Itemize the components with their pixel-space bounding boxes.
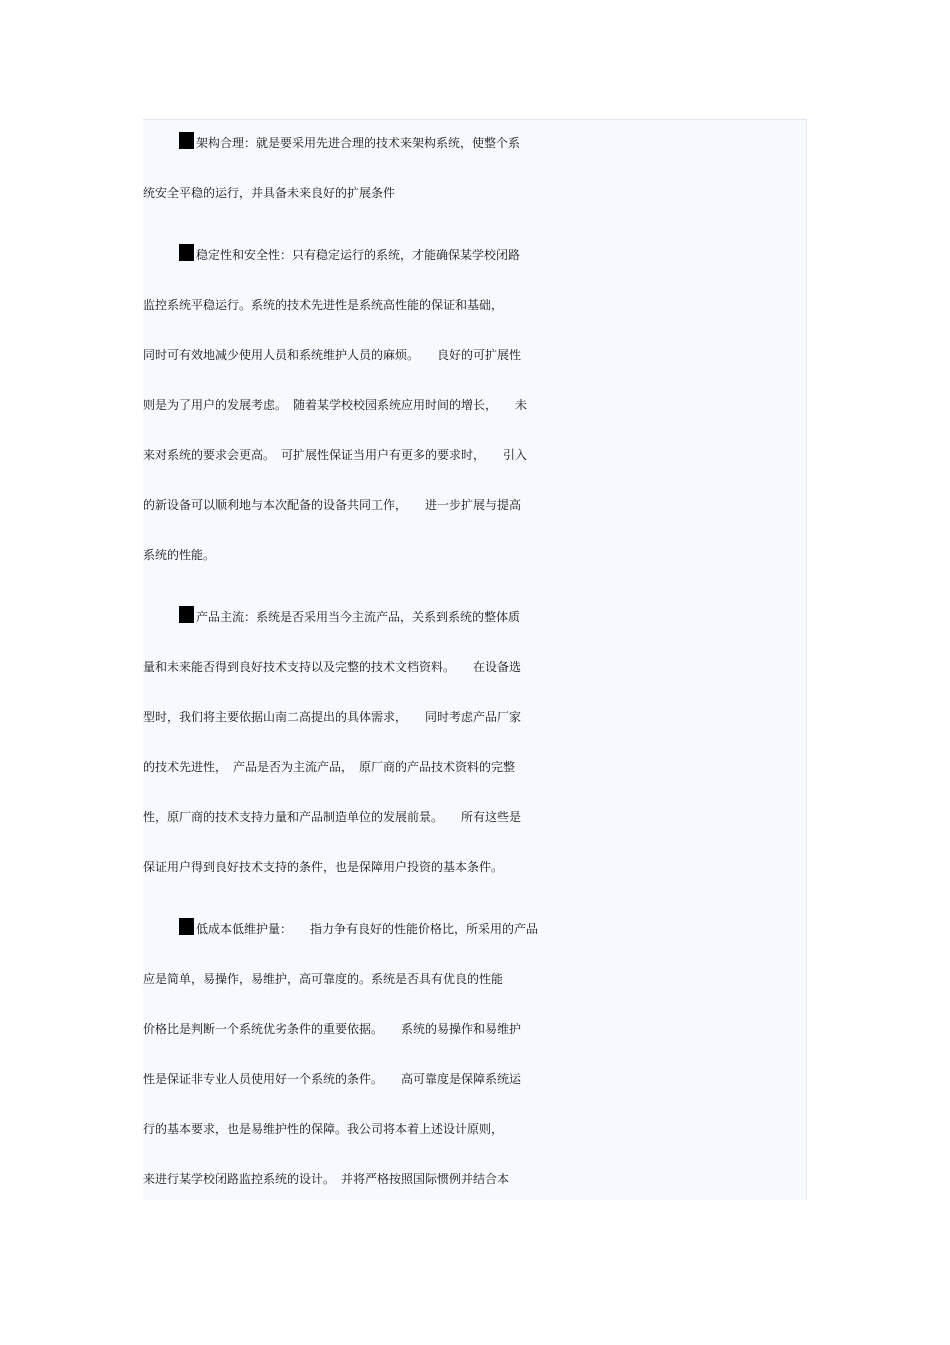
section-2-line-1 [143, 240, 806, 270]
section-3-line-3: 型时，我们将主要依据山南二高提出的具体需求， 同时考虑产品厂家 [143, 710, 522, 724]
section-3-line-1 [143, 602, 806, 632]
section-4-line-3: 价格比是判断一个系统优劣条件的重要依据。 系统的易操作和易维护 [143, 1022, 522, 1036]
section-3-text-1: 产品主流：系统是否采用当今主流产品，关系到系统的整体质 [196, 610, 521, 624]
document-panel [143, 119, 807, 1200]
section-1-text-1: 架构合理：就是要采用先进合理的技术来架构系统，使整个系 [196, 136, 521, 150]
section-4-line-6: 来进行某学校闭路监控系统的设计。 并将严格按照国际惯例并结合本 [143, 1172, 510, 1186]
section-3-line-2: 量和未来能否得到良好技术支持以及完整的技术文档资料。 在设备选 [143, 660, 522, 674]
section-2-line-7: 系统的性能。 [143, 548, 216, 562]
section-2-line-3: 同时可有效地减少使用人员和系统维护人员的麻烦。 良好的可扩展性 [143, 348, 522, 362]
section-3-line-4: 的技术先进性， 产品是否为主流产品， 原厂商的产品技术资料的完整 [143, 760, 516, 774]
section-4-line-1 [143, 914, 806, 944]
section-3-line-5: 性，原厂商的技术支持力量和产品制造单位的发展前景。 所有这些是 [143, 810, 522, 824]
section-2-line-6: 的新设备可以顺利地与本次配备的设备共同工作， 进一步扩展与提高 [143, 498, 522, 512]
square-bullet-icon [179, 606, 194, 623]
square-bullet-icon [179, 132, 194, 149]
section-3-line-6: 保证用户得到良好技术支持的条件，也是保障用户投资的基本条件。 [143, 860, 504, 874]
section-1-line-1 [143, 128, 806, 158]
section-2-line-5: 来对系统的要求会更高。 可扩展性保证当用户有更多的要求时， 引入 [143, 448, 528, 462]
section-4-text-1: 低成本低维护量： 指力争有良好的性能价格比，所采用的产品 [196, 922, 539, 936]
section-1-line-2: 统安全平稳的运行，并具备未来良好的扩展条件 [143, 186, 396, 200]
section-2-text-1: 稳定性和安全性：只有稳定运行的系统，才能确保某学校闭路 [196, 248, 521, 262]
square-bullet-icon [179, 244, 194, 261]
section-4-line-2: 应是简单，易操作，易维护，高可靠度的。系统是否具有优良的性能 [143, 972, 504, 986]
section-4-line-5: 行的基本要求，也是易维护性的保障。我公司将本着上述设计原则， [143, 1122, 504, 1136]
section-2-line-2: 监控系统平稳运行。系统的技术先进性是系统高性能的保证和基础， [143, 298, 504, 312]
section-4-line-4: 性是保证非专业人员使用好一个系统的条件。 高可靠度是保障系统运 [143, 1072, 522, 1086]
section-2-line-4: 则是为了用户的发展考虑。 随着某学校校园系统应用时间的增长， 未 [143, 398, 528, 412]
square-bullet-icon [179, 918, 194, 935]
